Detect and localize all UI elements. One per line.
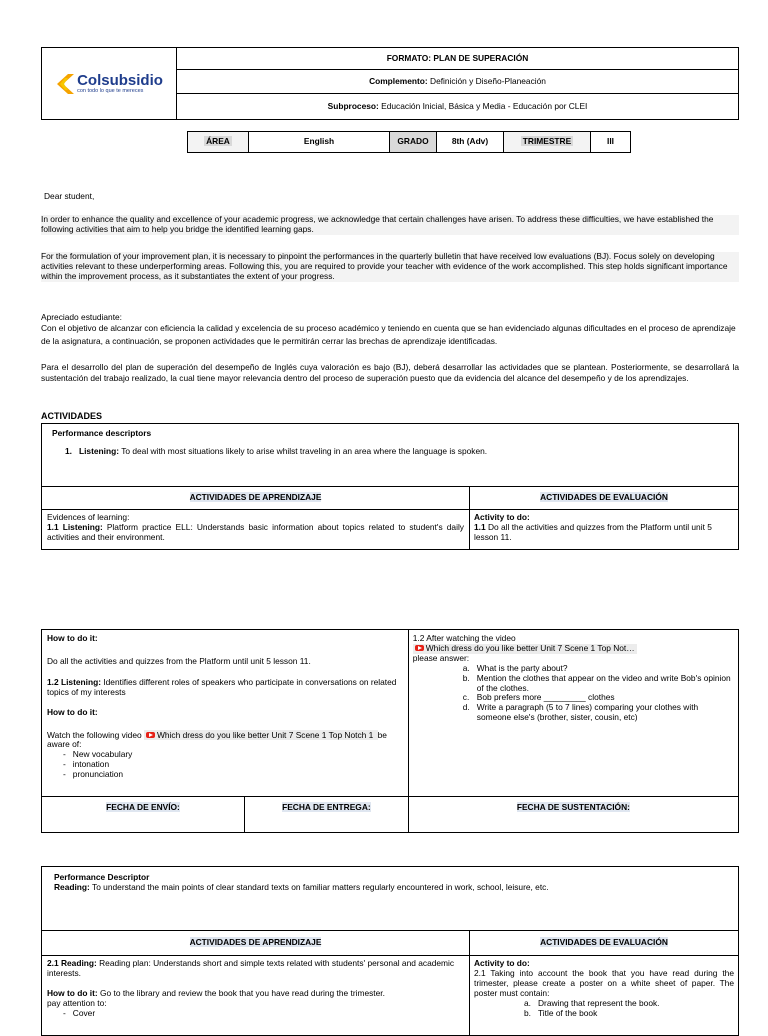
question-item: a. What is the party about? [462,662,568,673]
section2-aware-list [63,750,403,780]
section1-learning-label: 1.1 Listening: [47,521,103,532]
header-table [41,47,739,120]
list-item: - New vocabulary [63,749,133,760]
section3-how-label: How to do it: [47,987,98,998]
section2-how-label-2: How to do it: [47,706,98,717]
logo-name: Colsubsidio [77,72,163,89]
section1-learning-cell [42,510,470,550]
section1-col-evaluation-label: ACTIVIDADES DE EVALUACIÓN [540,492,668,503]
section3-descriptor-cell [42,867,739,931]
section3-table [41,866,739,1036]
greeting-en: Dear student, [44,191,95,201]
section1-eval-text: Do all the activities and quizzes from the Platform until unit 5 lesson 11. [474,521,712,542]
section1-descriptor-title: Performance descriptors [52,428,152,438]
section2-listening-label: 1.2 Listening: [47,676,101,687]
fecha-envio-cell [42,797,245,833]
letter-es-p2: Para el desarrollo del plan de superación del desempeño de Inglés cuya valoración es bajo (BJ), deberá desarrollar las actividades que se plantean. Posteriormente, se desarrollará la sustentación del trabajo realizado, la cual tiene mayor relevancia dentro del proceso de superación puesto que da evidencia del alcance del desempeño y de los aprendizajes. [41,362,739,383]
section3-col-evaluation [470,931,739,956]
section1-col-learning-label: ACTIVIDADES DE APRENDIZAJE [189,492,322,503]
section2-learning-cell [42,630,409,797]
question-item: b. Mention the clothes that appear on the video and write Bob's opinion of the clothes. [462,672,731,693]
section2-eval-cell [408,630,738,797]
question-item: c. Bob prefers more _________ clothes [462,692,615,703]
section2-table [41,629,739,833]
trimestre-value: III [607,136,614,147]
section3-col-evaluation-label: ACTIVIDADES DE EVALUACIÓN [540,937,668,948]
complemento-cell [177,70,739,94]
area-value-cell [249,132,390,153]
section1-eval-num: 1.1 [474,521,486,532]
section1-descriptor-cell [42,424,739,487]
section3-eval-label: Activity to do: [474,958,530,968]
section1-eval-cell [470,510,739,550]
logo-tagline: con todo lo que te mereces [77,88,144,94]
section1-learning-text: Platform practice ELL: Understands basic information about topics related to student's daily activities and their environment. [47,521,464,542]
colsubsidio-logo-icon [55,73,75,95]
section3-reading-text: To understand the main points of clear standard texts on familiar matters regularly encountered in work, school, leisure, etc. [92,881,549,892]
section2-video-link[interactable] [144,730,378,740]
fecha-entrega-label: FECHA DE ENTREGA: [282,802,371,812]
subproceso-label: Subproceso: [327,100,379,111]
list-item: - pronunciation [63,769,124,780]
poster-item: a. Drawing that represent the book. [524,997,660,1008]
section1-col-learning [42,487,470,510]
question-item: d. Write a paragraph (5 to 7 lines) comparing your clothes with someone else's (brother, sister, cousin, etc) [462,702,699,723]
info-row-table [187,131,631,153]
list-item: - intonation [63,759,110,770]
area-label-cell [188,132,249,153]
section1-col-evaluation [470,487,739,510]
area-label: ÁREA [206,136,230,147]
format-title: FORMATO: PLAN DE SUPERACIÓN [386,52,529,63]
section2-how-text: Do all the activities and quizzes from the Platform until unit 5 lesson 11. [47,655,311,666]
section3-reading-label: Reading: [54,881,90,892]
grado-label: GRADO [397,136,429,147]
section2-video-title: Which dress do you like better Unit 7 Scene 1 Top Notch 1 [156,729,374,740]
section3-col-learning-label: ACTIVIDADES DE APRENDIZAJE [189,937,322,948]
section2-right-intro: 1.2 After watching the video [412,633,516,643]
section1-item-text: To deal with most situations likely to arise whilst traveling in an area where the language is spoken. [121,445,488,456]
format-title-cell [177,48,739,70]
section3-how-text: Go to the library and review the book that you have read during the trimester. [100,987,385,998]
fecha-entrega-cell [245,797,409,833]
activities-heading: ACTIVIDADES [41,411,103,421]
section2-how-label: How to do it: [47,633,98,643]
youtube-icon [415,645,424,651]
section2-listening-text: Identifies different roles of speakers who participate in conversations on related topics of my interests [47,676,397,697]
section3-descriptor-title: Performance Descriptor [54,872,150,882]
fecha-envio-label: FECHA DE ENVÍO: [106,802,180,812]
section2-watch-text: Watch the following video [47,729,142,740]
letter-en-p2: For the formulation of your improvement plan, it is necessary to pinpoint the performances in the quarterly bulletin that have received low evaluations (BJ). Focus solely on developing activities relevant to these underperforming areas. Following this, you are required to provide your teacher with evidence of the work accomplished. This step holds significant importance within the improvement process, as it substantiates the extent of your progress. [41,252,739,282]
poster-item: b. Title of the book [524,1007,598,1018]
grado-label-cell [390,132,437,153]
section3-eval-text: 2.1 Taking into account the book that you have read during the trimester, please create a poster on a white sheet of paper. The poster must contain: [474,967,734,998]
section1-item-label: Listening: [78,445,119,456]
letter-en-p1: In order to enhance the quality and excellence of your academic progress, we acknowledge that certain challenges have arisen. To address these difficulties, we have established the following activities that aim to help you bridge the identified learning gaps. [41,215,739,235]
grado-value-cell [437,132,504,153]
subproceso-value: Educación Inicial, Básica y Media - Educación por CLEI [381,100,588,111]
complemento-value: Definición y Diseño-Planeación [430,75,546,86]
greeting-es: Apreciado estudiante: [41,312,123,322]
section1-eval-label: Activity to do: [474,512,530,522]
subproceso-cell [177,94,739,120]
fecha-sustentacion-cell [408,797,738,833]
letter-es-p1: Con el objetivo de alcanzar con eficiencia la calidad y excelencia de su proceso académico y teniendo en cuenta que se han evidenciado algunas dificultades en el proceso de aprendizaje de la asignatura, a continuación, se proponen actividades que le permitirán cerrar las brechas de aprendizaje identificadas. [41,323,736,346]
fecha-sustentacion-label: FECHA DE SUSTENTACIÓN: [516,802,630,812]
section2-please-answer: please answer: [412,652,470,663]
section2-right-video-title: Which dress do you like better Unit 7 Scene 1 Top Not… [425,642,635,653]
section2-questions [463,664,734,723]
complemento-label: Complemento: [369,75,428,86]
trimestre-label-cell [504,132,591,153]
section1-evidences-label: Evidences of learning: [47,512,130,522]
section2-be-aware: be aware of: [47,729,387,750]
section3-learning-label: 2.1 Reading: [47,958,97,968]
section3-col-learning [42,931,470,956]
area-value: English [303,136,335,147]
section1-item-number: 1. [65,445,72,456]
youtube-icon [146,732,155,738]
trimestre-label: TRIMESTRE [522,136,572,147]
section3-learning-text: Reading plan: Understands short and simple texts related with students' personal and academic interests. [47,958,455,978]
list-item: - Cover [63,1007,96,1018]
trimestre-value-cell [591,132,631,153]
grado-value: 8th (Adv) [451,136,489,147]
logo-cell [42,48,177,120]
section3-poster-list [524,999,734,1019]
section3-pay-attention: pay attention to: [47,997,107,1008]
section1-table [41,423,739,550]
